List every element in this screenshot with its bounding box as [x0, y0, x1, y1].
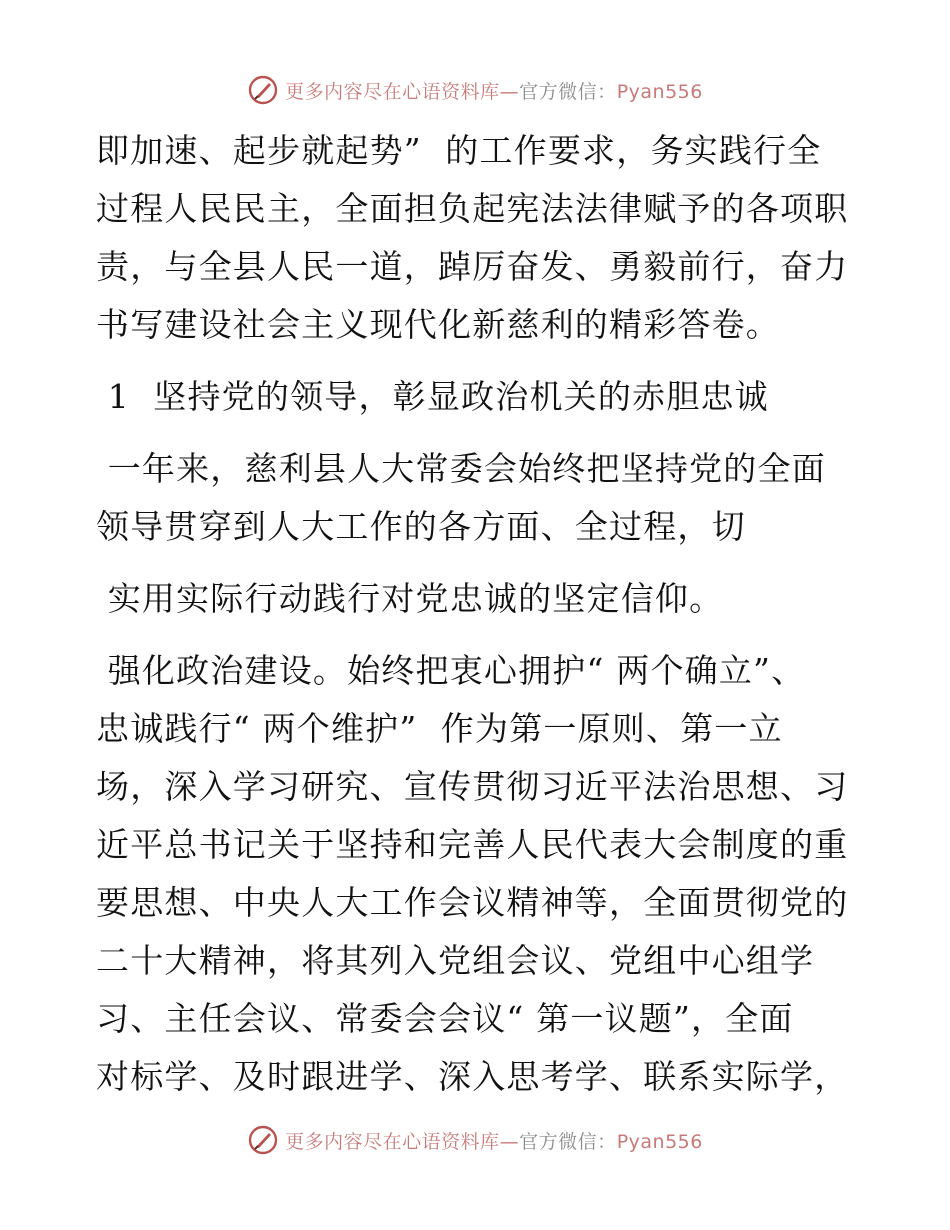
watermark-dash: — [499, 80, 520, 103]
watermark-group [247, 1124, 703, 1156]
paragraph-intro [96, 122, 866, 354]
text-line: 责，与全县人民一道，踔厉奋发、勇毅前行，奋力 [96, 247, 849, 286]
text-line: 要思想、中央人大工作会议精神等，全面贯彻党的 [96, 883, 849, 922]
quill-logo-icon [247, 1124, 279, 1156]
watermark-group [247, 74, 703, 106]
text-line: 习、主任会议、常委会会议“ 第一议题”，全面 [96, 999, 794, 1038]
text-line: 过程人民民主，全面担负起宪法法律赋予的各项职 [96, 189, 849, 228]
watermark-text [285, 1127, 703, 1154]
watermark-dash: — [499, 1130, 520, 1153]
text-line: 二十大精神，将其列入党组会议、党组中心组学 [96, 941, 815, 980]
text-line: 书写建设社会主义现代化新慈利的精彩答卷。 [96, 305, 780, 344]
paragraph-overview [96, 440, 866, 556]
text-line: 领导贯穿到人大工作的各方面、全过程，切 [96, 507, 746, 546]
watermark-wechat-label: 官方微信： [519, 80, 617, 103]
document-body [96, 122, 866, 1106]
text-line: 近平总书记关于坚持和完善人民代表大会制度的重 [96, 825, 849, 864]
text-line: 即加速、起步就起势” 的工作要求，务实践行全 [96, 131, 822, 170]
watermark-wechat-label: 官方微信： [519, 1130, 617, 1153]
watermark-wechat-id: Pyan556 [616, 80, 703, 103]
header-watermark [0, 70, 950, 110]
text-line: 忠诚践行“ 两个维护” 作为第一原则、第一立 [96, 709, 783, 748]
watermark-text [285, 77, 703, 104]
watermark-wechat-id: Pyan556 [616, 1130, 703, 1153]
text-line: 对标学、及时跟进学、深入思考学、联系实际学， [96, 1057, 849, 1096]
paragraph-political-building [96, 642, 866, 1106]
quill-logo-icon [247, 74, 279, 106]
text-line: 实用实际行动践行对党忠诚的坚定信仰。 [96, 579, 724, 618]
section-heading: 1 坚持党的领导，彰显政治机关的赤胆忠诚 [96, 377, 769, 416]
text-line: 场，深入学习研究、宣传贯彻习近平法治思想、习 [96, 767, 849, 806]
watermark-site: 更多内容尽在心语资料库 [285, 80, 500, 103]
text-line: 一年来，慈利县人大常委会始终把坚持党的全面 [96, 449, 826, 488]
watermark-site: 更多内容尽在心语资料库 [285, 1130, 500, 1153]
footer-watermark [0, 1120, 950, 1160]
text-line: 强化政治建设。始终把衷心拥护“ 两个确立”、 [96, 651, 806, 690]
paragraph-loyalty [96, 570, 866, 628]
